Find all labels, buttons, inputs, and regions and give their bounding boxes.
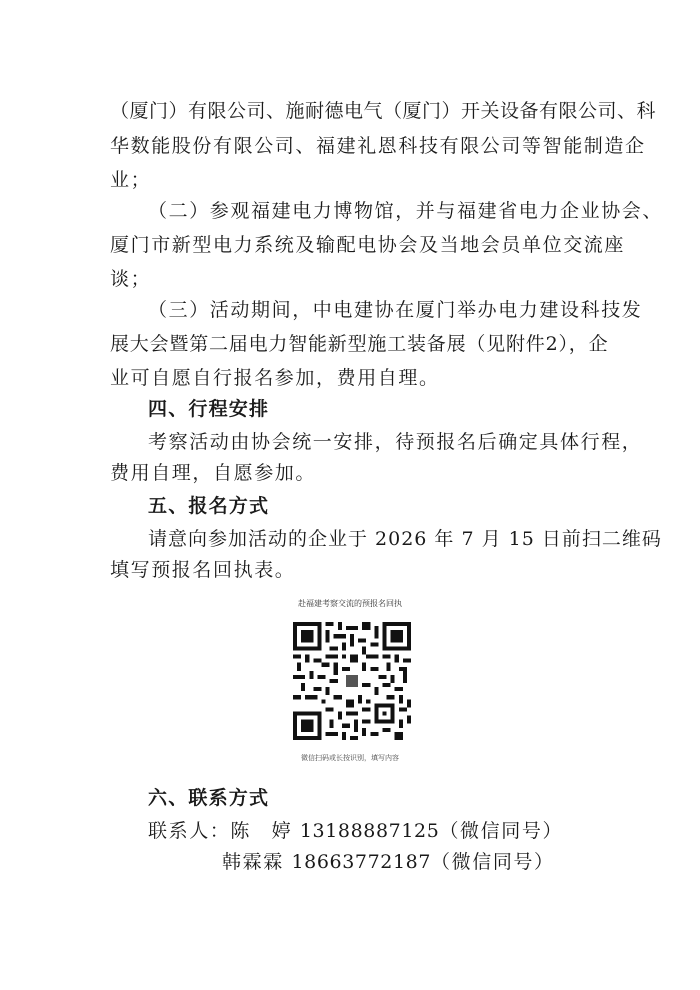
body-line-1: （厦门）有限公司、施耐德电气（厦门）开关设备有限公司、科 [110,100,657,122]
body-line-4: （二）参观福建电力博物馆，并与福建省电力企业协会、 [148,200,664,222]
qr-title: 赴福建考察交流的预报名回执 [298,599,402,608]
contact-note-1: （微信同号） [439,820,564,842]
section-5-line-1: 请意向参加活动的企业于 2026 年 7 月 15 日前扫二维码 [148,528,662,550]
section-4-heading: 四、行程安排 [148,398,270,420]
qr-caption: 微信扫码或长按识别，填写内容 [301,754,399,762]
contact-label: 联系人： [148,820,231,842]
section-6-heading: 六、联系方式 [148,787,270,809]
contact-row-1 [148,819,563,843]
contact-phone-1: 13188887125 [299,820,440,842]
body-line-5: 厦门市新型电力系统及输配电协会及当地会员单位交流座 [110,234,626,256]
section-4-line-1: 考察活动由协会统一安排，待预报名后确定具体行程， [148,431,643,453]
body-line-6: 谈； [110,268,152,290]
body-line-3: 业； [110,169,152,191]
qr-code-icon[interactable] [293,622,411,740]
contact-name-1: 陈 婷 [230,820,293,842]
body-line-8: 展大会暨第二届电力智能新型施工装备展（见附件2），企 [110,333,609,355]
section-5-line-2: 填写预报名回执表。 [110,559,296,581]
contact-note-2: （微信同号） [431,851,555,873]
contact-name-2: 韩霖霖 [222,851,284,873]
section-5-heading: 五、报名方式 [148,495,270,517]
contact-row-2 [222,850,555,874]
contact-phone-2: 18663772187 [291,851,432,873]
section-4-line-2: 费用自理，自愿参加。 [110,462,317,484]
body-line-9: 业可自愿自行报名参加，费用自理。 [110,367,440,389]
body-line-2: 华数能股份有限公司、福建礼恩科技有限公司等智能制造企 [110,135,646,157]
body-line-7: （三）活动期间，中电建协在厦门举办电力建设科技发 [148,299,643,321]
